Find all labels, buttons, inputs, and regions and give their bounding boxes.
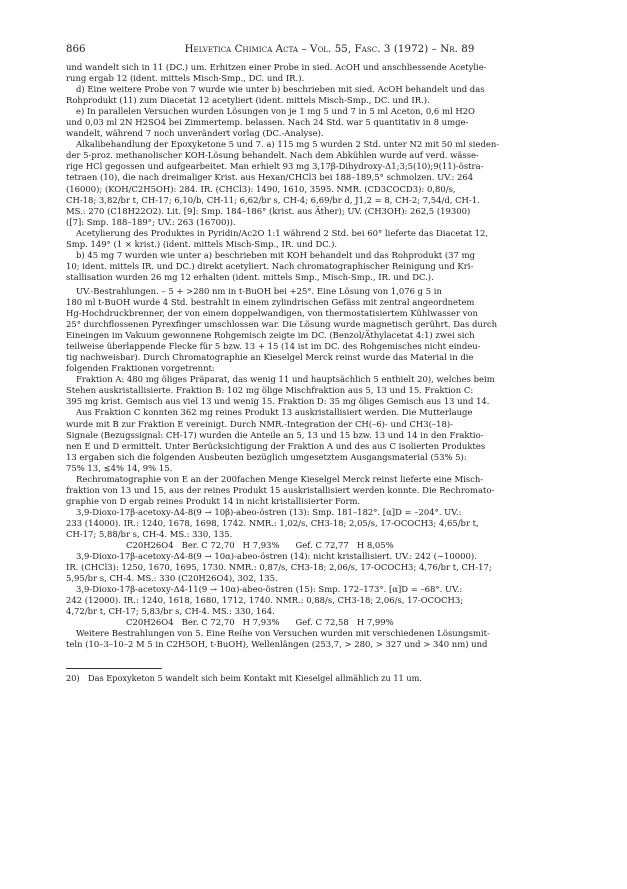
text-line: (16000); (KOH/C2H5OH): 284. IR. (CHCl3): 1490, 1610, 3595. NMR. (CD3COCD3): 0,80/s, xyxy=(66,183,456,194)
text-line: e) In parallelen Versuchen wurden Lösungen von je 1 mg 5 und 7 in 5 ml Aceton, 0,6 ml H2O xyxy=(76,106,475,117)
running-header xyxy=(66,44,563,62)
text-line: CH-17; 5,88/br s, CH-4. MS.: 330, 135. xyxy=(66,528,233,539)
text-line: Stehen auskristallisierte. Fraktion B: 102 mg ölige Mischfraktion aus 5, 13 und 15. Fraktion C: xyxy=(66,385,474,396)
text-line: fraktion von 13 und 15, aus der reines Produkt 15 auskristallisiert werden konnte. Die Rechromato- xyxy=(66,484,495,495)
text-line: teln (10–3–10–2 M 5 in C2H5OH, t-BuOH), Wellenlängen (253,7, > 280, > 327 und > 340 nm) und xyxy=(66,639,488,650)
text-line: stallisation wurden 26 mg 12 erhalten (ident. mittels Smp., Misch-Smp., IR. und DC.). xyxy=(66,271,434,282)
text-line: und 0,03 ml 2N H2SO4 bei Zimmertemp. belassen. Nach 24 Std. war 5 quantitativ in 8 umge- xyxy=(66,117,469,128)
footnote-rule xyxy=(66,668,162,669)
text-line: wurde mit B zur Fraktion E vereinigt. Durch NMR.-Integration der CH(–6)- und CH3(–18)- xyxy=(66,418,453,429)
text-line: der 5-proz. methanolischer KOH-Lösung behandelt. Nach dem Abkühlen wurde auf verd. wässe- xyxy=(66,150,479,161)
text-line: 242 (12000). IR.: 1240, 1618, 1680, 1712, 1740. NMR.: 0,88/s, CH3-18; 2,06/s, 17-OCOCH3; xyxy=(66,595,464,606)
text-line: folgenden Fraktionen vorgetrennt: xyxy=(66,363,215,374)
text-line: 3,9-Dioxo-17β-acetoxy-Δ4-11(9 → 10α)-abeo-östren (15): Smp. 172–173°. [α]D = –68°. UV.: xyxy=(76,584,463,595)
text-line: tetraen (10), die nach dreimaliger Krist. aus Hexan/CHCl3 bei 188–189,5° schmolzen. UV.: 264 xyxy=(66,172,474,183)
text-line: 3,9-Dioxo-17β-acetoxy-Δ4-8(9 → 10β)-abeo-östren (13): Smp. 181–182°. [α]D = –204°. UV.: xyxy=(76,506,462,517)
text-line: teilweise überlappende Flecke für 5 bzw. 13 + 15 (14 ist im DC. des Rohgemisches nicht eindeu- xyxy=(66,341,481,352)
text-line: IR. (CHCl3): 1250, 1670, 1695, 1730. NMR.: 0,87/s, CH3-18; 2,06/s, 17-OCOCH3; 4,76/br t, CH-17; xyxy=(66,562,492,573)
text-line: 3,9-Dioxo-17β-acetoxy-Δ4-8(9 → 10α)-abeo-östren (14): nicht kristallisiert. UV.: 242 (∼10000). xyxy=(76,551,477,562)
text-line: 180 ml t-BuOH wurde 4 Std. bestrahlt in einem zylindrischen Gefäss mit zentral angeordnetem xyxy=(66,296,475,307)
text-line: graphie von D ergab reines Produkt 14 in nicht kristallisierter Form. xyxy=(66,495,361,506)
text-line: Rechromatographie von E an der 200fachen Menge Kieselgel Merck reinst lieferte eine Misch- xyxy=(76,473,484,484)
page-number: 866 xyxy=(66,44,86,55)
text-line: 395 mg krist. Gemisch aus viel 13 und wenig 15. Fraktion D: 35 mg öliges Gemisch aus 13 und 14. xyxy=(66,396,490,407)
text-line: Signale (Bezugssignal: CH-17) wurden die Anteile an 5, 13 und 15 bzw. 13 und 14 in den Fraktio- xyxy=(66,429,484,440)
text-line: nen E und D ermittelt. Unter Berücksichtigung der Fraktion A und des aus C isolierten Produktes xyxy=(66,440,486,451)
text-line: Aus Fraktion C konnten 362 mg reines Produkt 13 auskristallisiert werden. Die Mutterlauge xyxy=(76,407,473,418)
text-line: CH-18; 3,82/br t, CH-17; 6,10/b, CH-11; 6,62/br s, CH-4; 6,69/br d, J1,2 = 8, CH-2; 7,54/d, CH-1. xyxy=(66,194,480,205)
journal-page xyxy=(66,44,563,684)
text-line: d) Eine weitere Probe von 7 wurde wie unter b) beschrieben mit sied. AcOH behandelt und das xyxy=(76,84,485,95)
text-line: Eineingen im Vakuum gewonnene Rohgemisch zeigte im DC. (Benzol/Äthylacetat 4:1) zwei sich xyxy=(66,330,475,341)
text-line: 10; ident. mittels IR. und DC.) direkt acetyliert. Nach chromatographischer Reinigung und Kri- xyxy=(66,260,474,271)
text-line: b) 45 mg 7 wurden wie unter a) beschrieben mit KOH behandelt und das Rohprodukt (37 mg xyxy=(76,249,475,260)
text-line: 25° durchflossenen Pyrexfinger umschlossen war. Die Lösung wurde magnetisch gerührt. Das durch xyxy=(66,319,498,330)
text-line: und wandelt sich in 11 (DC.) um. Erhitzen einer Probe in sied. AcOH und anschliessende Acetylie- xyxy=(66,62,487,72)
footnote-text: Das Epoxyketon 5 wandelt sich beim Kontakt mit Kieselgel allmählich zu 11 um. xyxy=(88,673,423,684)
text-line: Acetylierung des Produktes in Pyridin/Ac2O 1:1 während 2 Std. bei 60° lieferte das Diacetat 12, xyxy=(76,227,489,238)
text-line: wandelt, während 7 noch unverändert vorlag (DC.-Analyse). xyxy=(66,128,324,139)
text-line: Weitere Bestrahlungen von 5. Eine Reihe von Versuchen wurden mit verschiedenen Lösungsmit- xyxy=(76,628,490,639)
article-body xyxy=(66,62,563,650)
text-line: tig nachweisbar). Durch Chromatographie an Kieselgel Merck reinst wurde das Material in die xyxy=(66,352,474,363)
text-line: Fraktion A: 480 mg öliges Präparat, das wenig 11 und hauptsächlich 5 enthielt 20), welches beim xyxy=(76,374,495,385)
analysis-formula-line: C20H26O4 Ber. C 72,70 H 7,93% Gef. C 72,77 H 8,05% xyxy=(126,540,394,551)
text-line: Hg-Hochdruckbrenner, der von einem doppelwandigen, von thermostatisiertem Kühlwasser von xyxy=(66,308,478,319)
text-line: 75% 13, ≲4% 14, 9% 15. xyxy=(66,462,173,473)
journal-title: Helvetica Chimica Acta – Vol. 55, Fasc. 3 (1972) – Nr. 89 xyxy=(184,44,475,55)
text-line: Smp. 149° (1 × krist.) (ident. mittels Misch-Smp., IR. und DC.). xyxy=(66,238,338,249)
text-line: Alkalibehandlung der Epoxyketone 5 und 7. a) 115 mg 5 wurden 2 Std. unter N2 mit 50 ml sieden- xyxy=(76,139,500,150)
text-line: ([7]: Smp. 188–189°; UV.: 263 (16700)). xyxy=(66,216,236,227)
text-line: rung ergab 12 (ident. mittels Misch-Smp., DC. und IR.). xyxy=(66,73,305,84)
text-line: 233 (14000). IR.: 1240, 1678, 1698, 1742. NMR.: 1,02/s, CH3-18; 2,05/s, 17-OCOCH3; 4,65/br t, xyxy=(66,517,479,528)
text-line: 5,95/br s, CH-4. MS.: 330 (C20H26O4), 302, 135. xyxy=(66,573,278,584)
text-line: 4,72/br t, CH-17; 5,83/br s, CH-4. MS.: 330, 164. xyxy=(66,606,275,617)
text-line: Rohprodukt (11) zum Diacetat 12 acetyliert (ident. mittels Misch-Smp., DC. und IR.). xyxy=(66,95,430,106)
text-line: UV.-Bestrahlungen. – 5 + >280 nm in t-BuOH bei +25°. Eine Lösung von 1,076 g 5 in xyxy=(76,285,442,296)
text-line: rige HCl gegossen und aufgearbeitet. Man erhielt 93 mg 3,17β-Dihydroxy-Δ1;3;5(10);9(11)-östra- xyxy=(66,161,484,172)
text-line: MS.: 270 (C18H22O2). Lit. [9]: Smp. 184–186° (krist. aus Äther); UV. (CH3OH): 262,5 (19300) xyxy=(66,205,471,216)
footnote xyxy=(66,673,563,684)
analysis-formula-line: C20H26O4 Ber. C 72,70 H 7,93% Gef. C 72,58 H 7,99% xyxy=(126,617,394,628)
footnote-marker: 20) xyxy=(66,673,80,684)
text-line: 13 ergaben sich die folgenden Ausbeuten bezüglich umgesetztem Ausgangsmaterial (53% 5): xyxy=(66,451,467,462)
